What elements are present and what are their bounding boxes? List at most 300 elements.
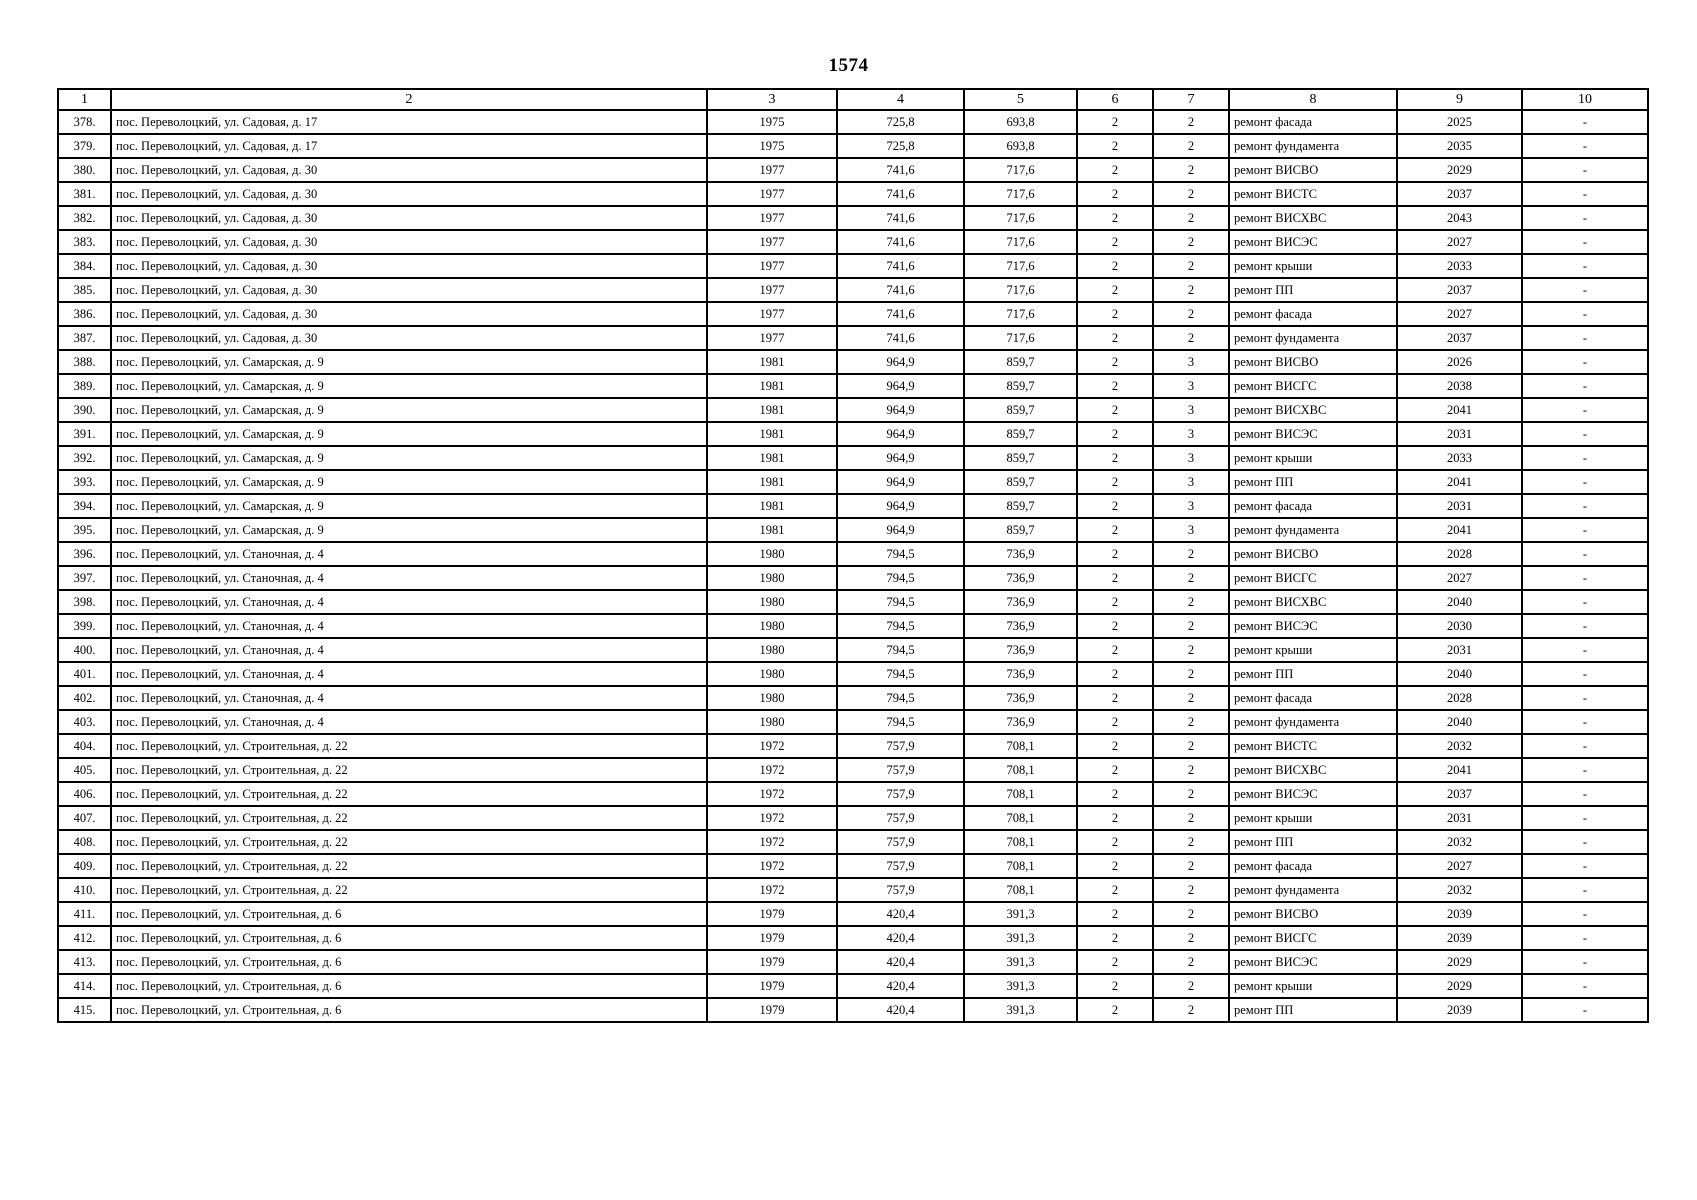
year-built-cell: 1979 xyxy=(707,902,837,926)
entrances-cell: 2 xyxy=(1153,974,1229,998)
row-number-cell: 406. xyxy=(58,782,111,806)
table-row xyxy=(58,926,1648,950)
floors-cell: 2 xyxy=(1077,206,1153,230)
planned-year-cell: 2043 xyxy=(1397,206,1522,230)
address-cell: пос. Переволоцкий, ул. Станочная, д. 4 xyxy=(111,590,707,614)
address-cell: пос. Переволоцкий, ул. Строительная, д. 22 xyxy=(111,854,707,878)
row-number-cell: 396. xyxy=(58,542,111,566)
total-area-cell: 757,9 xyxy=(837,734,964,758)
table-row xyxy=(58,158,1648,182)
table-row xyxy=(58,830,1648,854)
work-type-cell: ремонт ВИСХВС xyxy=(1229,758,1397,782)
row-number-cell: 379. xyxy=(58,134,111,158)
entrances-cell: 2 xyxy=(1153,806,1229,830)
column-header-3: 3 xyxy=(707,89,837,110)
year-built-cell: 1977 xyxy=(707,158,837,182)
row-number-cell: 387. xyxy=(58,326,111,350)
note-cell: - xyxy=(1522,398,1648,422)
living-area-cell: 736,9 xyxy=(964,614,1077,638)
address-cell: пос. Переволоцкий, ул. Строительная, д. 22 xyxy=(111,830,707,854)
floors-cell: 2 xyxy=(1077,302,1153,326)
planned-year-cell: 2026 xyxy=(1397,350,1522,374)
address-cell: пос. Переволоцкий, ул. Строительная, д. 6 xyxy=(111,974,707,998)
address-cell: пос. Переволоцкий, ул. Садовая, д. 30 xyxy=(111,182,707,206)
entrances-cell: 2 xyxy=(1153,830,1229,854)
note-cell: - xyxy=(1522,638,1648,662)
floors-cell: 2 xyxy=(1077,470,1153,494)
table-row xyxy=(58,326,1648,350)
row-number-cell: 391. xyxy=(58,422,111,446)
living-area-cell: 391,3 xyxy=(964,902,1077,926)
entrances-cell: 3 xyxy=(1153,350,1229,374)
row-number-cell: 384. xyxy=(58,254,111,278)
row-number-cell: 392. xyxy=(58,446,111,470)
note-cell: - xyxy=(1522,926,1648,950)
address-cell: пос. Переволоцкий, ул. Самарская, д. 9 xyxy=(111,374,707,398)
note-cell: - xyxy=(1522,230,1648,254)
work-type-cell: ремонт ВИСГС xyxy=(1229,374,1397,398)
table-row xyxy=(58,230,1648,254)
address-cell: пос. Переволоцкий, ул. Самарская, д. 9 xyxy=(111,422,707,446)
note-cell: - xyxy=(1522,998,1648,1022)
year-built-cell: 1981 xyxy=(707,446,837,470)
note-cell: - xyxy=(1522,422,1648,446)
floors-cell: 2 xyxy=(1077,254,1153,278)
planned-year-cell: 2025 xyxy=(1397,110,1522,134)
floors-cell: 2 xyxy=(1077,926,1153,950)
row-number-cell: 389. xyxy=(58,374,111,398)
total-area-cell: 794,5 xyxy=(837,710,964,734)
year-built-cell: 1981 xyxy=(707,518,837,542)
table-row xyxy=(58,710,1648,734)
living-area-cell: 859,7 xyxy=(964,470,1077,494)
planned-year-cell: 2029 xyxy=(1397,950,1522,974)
work-type-cell: ремонт фундамента xyxy=(1229,518,1397,542)
living-area-cell: 708,1 xyxy=(964,806,1077,830)
work-type-cell: ремонт ВИСГС xyxy=(1229,926,1397,950)
entrances-cell: 2 xyxy=(1153,638,1229,662)
total-area-cell: 741,6 xyxy=(837,206,964,230)
table-row xyxy=(58,494,1648,518)
entrances-cell: 2 xyxy=(1153,254,1229,278)
planned-year-cell: 2040 xyxy=(1397,590,1522,614)
work-type-cell: ремонт ВИСГС xyxy=(1229,566,1397,590)
total-area-cell: 420,4 xyxy=(837,902,964,926)
table-row xyxy=(58,302,1648,326)
planned-year-cell: 2028 xyxy=(1397,686,1522,710)
row-number-cell: 402. xyxy=(58,686,111,710)
planned-year-cell: 2041 xyxy=(1397,758,1522,782)
entrances-cell: 2 xyxy=(1153,734,1229,758)
table-row xyxy=(58,566,1648,590)
row-number-cell: 411. xyxy=(58,902,111,926)
note-cell: - xyxy=(1522,590,1648,614)
entrances-cell: 3 xyxy=(1153,494,1229,518)
entrances-cell: 3 xyxy=(1153,398,1229,422)
row-number-cell: 381. xyxy=(58,182,111,206)
address-cell: пос. Переволоцкий, ул. Садовая, д. 30 xyxy=(111,230,707,254)
living-area-cell: 717,6 xyxy=(964,278,1077,302)
total-area-cell: 794,5 xyxy=(837,662,964,686)
total-area-cell: 741,6 xyxy=(837,326,964,350)
floors-cell: 2 xyxy=(1077,902,1153,926)
planned-year-cell: 2030 xyxy=(1397,614,1522,638)
total-area-cell: 725,8 xyxy=(837,110,964,134)
column-header-8: 8 xyxy=(1229,89,1397,110)
floors-cell: 2 xyxy=(1077,278,1153,302)
work-type-cell: ремонт фасада xyxy=(1229,110,1397,134)
entrances-cell: 2 xyxy=(1153,182,1229,206)
column-header-9: 9 xyxy=(1397,89,1522,110)
year-built-cell: 1980 xyxy=(707,614,837,638)
note-cell: - xyxy=(1522,614,1648,638)
address-cell: пос. Переволоцкий, ул. Садовая, д. 17 xyxy=(111,110,707,134)
living-area-cell: 693,8 xyxy=(964,110,1077,134)
planned-year-cell: 2029 xyxy=(1397,158,1522,182)
note-cell: - xyxy=(1522,158,1648,182)
living-area-cell: 736,9 xyxy=(964,686,1077,710)
entrances-cell: 2 xyxy=(1153,302,1229,326)
floors-cell: 2 xyxy=(1077,854,1153,878)
living-area-cell: 717,6 xyxy=(964,182,1077,206)
address-cell: пос. Переволоцкий, ул. Строительная, д. 22 xyxy=(111,734,707,758)
entrances-cell: 2 xyxy=(1153,278,1229,302)
planned-year-cell: 2032 xyxy=(1397,830,1522,854)
note-cell: - xyxy=(1522,662,1648,686)
living-area-cell: 859,7 xyxy=(964,350,1077,374)
address-cell: пос. Переволоцкий, ул. Садовая, д. 30 xyxy=(111,302,707,326)
entrances-cell: 2 xyxy=(1153,854,1229,878)
entrances-cell: 2 xyxy=(1153,614,1229,638)
work-type-cell: ремонт ВИСХВС xyxy=(1229,206,1397,230)
planned-year-cell: 2027 xyxy=(1397,854,1522,878)
floors-cell: 2 xyxy=(1077,110,1153,134)
total-area-cell: 794,5 xyxy=(837,638,964,662)
total-area-cell: 964,9 xyxy=(837,350,964,374)
planned-year-cell: 2041 xyxy=(1397,470,1522,494)
total-area-cell: 741,6 xyxy=(837,158,964,182)
total-area-cell: 420,4 xyxy=(837,926,964,950)
living-area-cell: 717,6 xyxy=(964,206,1077,230)
row-number-cell: 394. xyxy=(58,494,111,518)
total-area-cell: 757,9 xyxy=(837,782,964,806)
planned-year-cell: 2027 xyxy=(1397,302,1522,326)
table-row xyxy=(58,518,1648,542)
living-area-cell: 708,1 xyxy=(964,758,1077,782)
row-number-cell: 399. xyxy=(58,614,111,638)
table-row xyxy=(58,182,1648,206)
planned-year-cell: 2039 xyxy=(1397,902,1522,926)
floors-cell: 2 xyxy=(1077,422,1153,446)
note-cell: - xyxy=(1522,134,1648,158)
note-cell: - xyxy=(1522,278,1648,302)
work-type-cell: ремонт ВИСЭС xyxy=(1229,422,1397,446)
total-area-cell: 794,5 xyxy=(837,614,964,638)
planned-year-cell: 2027 xyxy=(1397,230,1522,254)
year-built-cell: 1975 xyxy=(707,134,837,158)
year-built-cell: 1972 xyxy=(707,782,837,806)
total-area-cell: 741,6 xyxy=(837,302,964,326)
work-type-cell: ремонт ВИСВО xyxy=(1229,542,1397,566)
total-area-cell: 964,9 xyxy=(837,422,964,446)
header-row xyxy=(58,89,1648,110)
work-type-cell: ремонт ПП xyxy=(1229,278,1397,302)
year-built-cell: 1972 xyxy=(707,806,837,830)
table-row xyxy=(58,398,1648,422)
row-number-cell: 393. xyxy=(58,470,111,494)
note-cell: - xyxy=(1522,326,1648,350)
note-cell: - xyxy=(1522,734,1648,758)
address-cell: пос. Переволоцкий, ул. Станочная, д. 4 xyxy=(111,638,707,662)
planned-year-cell: 2040 xyxy=(1397,662,1522,686)
living-area-cell: 736,9 xyxy=(964,662,1077,686)
total-area-cell: 757,9 xyxy=(837,758,964,782)
living-area-cell: 859,7 xyxy=(964,518,1077,542)
year-built-cell: 1981 xyxy=(707,494,837,518)
planned-year-cell: 2029 xyxy=(1397,974,1522,998)
work-type-cell: ремонт ВИСТС xyxy=(1229,734,1397,758)
year-built-cell: 1981 xyxy=(707,350,837,374)
column-header-4: 4 xyxy=(837,89,964,110)
planned-year-cell: 2033 xyxy=(1397,254,1522,278)
column-header-10: 10 xyxy=(1522,89,1648,110)
note-cell: - xyxy=(1522,542,1648,566)
entrances-cell: 2 xyxy=(1153,710,1229,734)
address-cell: пос. Переволоцкий, ул. Садовая, д. 30 xyxy=(111,326,707,350)
year-built-cell: 1980 xyxy=(707,662,837,686)
note-cell: - xyxy=(1522,470,1648,494)
year-built-cell: 1977 xyxy=(707,182,837,206)
row-number-cell: 404. xyxy=(58,734,111,758)
table-row xyxy=(58,350,1648,374)
work-type-cell: ремонт ВИСВО xyxy=(1229,158,1397,182)
year-built-cell: 1977 xyxy=(707,206,837,230)
work-type-cell: ремонт фасада xyxy=(1229,686,1397,710)
living-area-cell: 391,3 xyxy=(964,950,1077,974)
page-number: 1574 xyxy=(828,55,869,76)
table-row xyxy=(58,542,1648,566)
living-area-cell: 859,7 xyxy=(964,494,1077,518)
row-number-cell: 390. xyxy=(58,398,111,422)
work-type-cell: ремонт ВИСЭС xyxy=(1229,782,1397,806)
year-built-cell: 1979 xyxy=(707,974,837,998)
column-header-5: 5 xyxy=(964,89,1077,110)
note-cell: - xyxy=(1522,182,1648,206)
year-built-cell: 1972 xyxy=(707,830,837,854)
work-type-cell: ремонт ВИСЭС xyxy=(1229,230,1397,254)
year-built-cell: 1980 xyxy=(707,566,837,590)
entrances-cell: 2 xyxy=(1153,950,1229,974)
row-number-cell: 386. xyxy=(58,302,111,326)
year-built-cell: 1977 xyxy=(707,230,837,254)
living-area-cell: 708,1 xyxy=(964,782,1077,806)
table-row xyxy=(58,686,1648,710)
planned-year-cell: 2031 xyxy=(1397,806,1522,830)
planned-year-cell: 2028 xyxy=(1397,542,1522,566)
year-built-cell: 1977 xyxy=(707,326,837,350)
floors-cell: 2 xyxy=(1077,134,1153,158)
address-cell: пос. Переволоцкий, ул. Садовая, д. 30 xyxy=(111,206,707,230)
total-area-cell: 964,9 xyxy=(837,374,964,398)
row-number-cell: 395. xyxy=(58,518,111,542)
column-header-6: 6 xyxy=(1077,89,1153,110)
living-area-cell: 859,7 xyxy=(964,398,1077,422)
note-cell: - xyxy=(1522,206,1648,230)
total-area-cell: 741,6 xyxy=(837,254,964,278)
total-area-cell: 794,5 xyxy=(837,686,964,710)
planned-year-cell: 2039 xyxy=(1397,926,1522,950)
work-type-cell: ремонт крыши xyxy=(1229,254,1397,278)
entrances-cell: 2 xyxy=(1153,926,1229,950)
floors-cell: 2 xyxy=(1077,374,1153,398)
year-built-cell: 1981 xyxy=(707,398,837,422)
year-built-cell: 1975 xyxy=(707,110,837,134)
work-type-cell: ремонт ВИСВО xyxy=(1229,350,1397,374)
floors-cell: 2 xyxy=(1077,878,1153,902)
address-cell: пос. Переволоцкий, ул. Станочная, д. 4 xyxy=(111,686,707,710)
floors-cell: 2 xyxy=(1077,326,1153,350)
year-built-cell: 1981 xyxy=(707,470,837,494)
floors-cell: 2 xyxy=(1077,662,1153,686)
living-area-cell: 859,7 xyxy=(964,374,1077,398)
work-type-cell: ремонт крыши xyxy=(1229,446,1397,470)
table-row xyxy=(58,278,1648,302)
table-row xyxy=(58,878,1648,902)
entrances-cell: 2 xyxy=(1153,326,1229,350)
living-area-cell: 736,9 xyxy=(964,590,1077,614)
total-area-cell: 757,9 xyxy=(837,854,964,878)
total-area-cell: 964,9 xyxy=(837,398,964,422)
floors-cell: 2 xyxy=(1077,494,1153,518)
year-built-cell: 1977 xyxy=(707,254,837,278)
table-row xyxy=(58,110,1648,134)
note-cell: - xyxy=(1522,950,1648,974)
address-cell: пос. Переволоцкий, ул. Строительная, д. 22 xyxy=(111,758,707,782)
living-area-cell: 736,9 xyxy=(964,710,1077,734)
living-area-cell: 859,7 xyxy=(964,422,1077,446)
table-row xyxy=(58,422,1648,446)
address-cell: пос. Переволоцкий, ул. Строительная, д. 6 xyxy=(111,926,707,950)
year-built-cell: 1977 xyxy=(707,278,837,302)
table-row xyxy=(58,854,1648,878)
planned-year-cell: 2037 xyxy=(1397,182,1522,206)
floors-cell: 2 xyxy=(1077,782,1153,806)
living-area-cell: 717,6 xyxy=(964,326,1077,350)
note-cell: - xyxy=(1522,302,1648,326)
floors-cell: 2 xyxy=(1077,398,1153,422)
floors-cell: 2 xyxy=(1077,758,1153,782)
entrances-cell: 2 xyxy=(1153,230,1229,254)
year-built-cell: 1972 xyxy=(707,734,837,758)
entrances-cell: 2 xyxy=(1153,590,1229,614)
planned-year-cell: 2037 xyxy=(1397,326,1522,350)
total-area-cell: 794,5 xyxy=(837,566,964,590)
row-number-cell: 378. xyxy=(58,110,111,134)
row-number-cell: 408. xyxy=(58,830,111,854)
living-area-cell: 859,7 xyxy=(964,446,1077,470)
planned-year-cell: 2041 xyxy=(1397,398,1522,422)
year-built-cell: 1977 xyxy=(707,302,837,326)
entrances-cell: 2 xyxy=(1153,782,1229,806)
table-row xyxy=(58,662,1648,686)
entrances-cell: 2 xyxy=(1153,878,1229,902)
total-area-cell: 964,9 xyxy=(837,470,964,494)
entrances-cell: 3 xyxy=(1153,422,1229,446)
address-cell: пос. Переволоцкий, ул. Строительная, д. 22 xyxy=(111,806,707,830)
work-type-cell: ремонт фасада xyxy=(1229,854,1397,878)
note-cell: - xyxy=(1522,782,1648,806)
address-cell: пос. Переволоцкий, ул. Станочная, д. 4 xyxy=(111,542,707,566)
address-cell: пос. Переволоцкий, ул. Самарская, д. 9 xyxy=(111,446,707,470)
total-area-cell: 794,5 xyxy=(837,590,964,614)
total-area-cell: 741,6 xyxy=(837,278,964,302)
floors-cell: 2 xyxy=(1077,542,1153,566)
total-area-cell: 964,9 xyxy=(837,494,964,518)
column-header-1: 1 xyxy=(58,89,111,110)
note-cell: - xyxy=(1522,878,1648,902)
work-type-cell: ремонт ПП xyxy=(1229,662,1397,686)
register-table xyxy=(57,88,1649,1023)
row-number-cell: 405. xyxy=(58,758,111,782)
entrances-cell: 2 xyxy=(1153,998,1229,1022)
total-area-cell: 741,6 xyxy=(837,230,964,254)
address-cell: пос. Переволоцкий, ул. Станочная, д. 4 xyxy=(111,710,707,734)
entrances-cell: 2 xyxy=(1153,686,1229,710)
note-cell: - xyxy=(1522,494,1648,518)
entrances-cell: 2 xyxy=(1153,110,1229,134)
entrances-cell: 2 xyxy=(1153,902,1229,926)
row-number-cell: 409. xyxy=(58,854,111,878)
table-row xyxy=(58,758,1648,782)
address-cell: пос. Переволоцкий, ул. Садовая, д. 30 xyxy=(111,278,707,302)
work-type-cell: ремонт крыши xyxy=(1229,638,1397,662)
table-row xyxy=(58,374,1648,398)
row-number-cell: 398. xyxy=(58,590,111,614)
total-area-cell: 741,6 xyxy=(837,182,964,206)
table-row xyxy=(58,446,1648,470)
planned-year-cell: 2027 xyxy=(1397,566,1522,590)
note-cell: - xyxy=(1522,830,1648,854)
floors-cell: 2 xyxy=(1077,518,1153,542)
living-area-cell: 708,1 xyxy=(964,854,1077,878)
column-header-7: 7 xyxy=(1153,89,1229,110)
note-cell: - xyxy=(1522,110,1648,134)
planned-year-cell: 2032 xyxy=(1397,878,1522,902)
work-type-cell: ремонт ВИСВО xyxy=(1229,902,1397,926)
floors-cell: 2 xyxy=(1077,446,1153,470)
year-built-cell: 1980 xyxy=(707,686,837,710)
year-built-cell: 1980 xyxy=(707,710,837,734)
floors-cell: 2 xyxy=(1077,158,1153,182)
total-area-cell: 757,9 xyxy=(837,878,964,902)
work-type-cell: ремонт ПП xyxy=(1229,998,1397,1022)
living-area-cell: 693,8 xyxy=(964,134,1077,158)
table-row xyxy=(58,470,1648,494)
floors-cell: 2 xyxy=(1077,566,1153,590)
row-number-cell: 403. xyxy=(58,710,111,734)
row-number-cell: 385. xyxy=(58,278,111,302)
row-number-cell: 401. xyxy=(58,662,111,686)
row-number-cell: 415. xyxy=(58,998,111,1022)
floors-cell: 2 xyxy=(1077,734,1153,758)
note-cell: - xyxy=(1522,518,1648,542)
entrances-cell: 3 xyxy=(1153,446,1229,470)
planned-year-cell: 2031 xyxy=(1397,494,1522,518)
year-built-cell: 1972 xyxy=(707,854,837,878)
address-cell: пос. Переволоцкий, ул. Станочная, д. 4 xyxy=(111,614,707,638)
table-row xyxy=(58,782,1648,806)
total-area-cell: 420,4 xyxy=(837,974,964,998)
